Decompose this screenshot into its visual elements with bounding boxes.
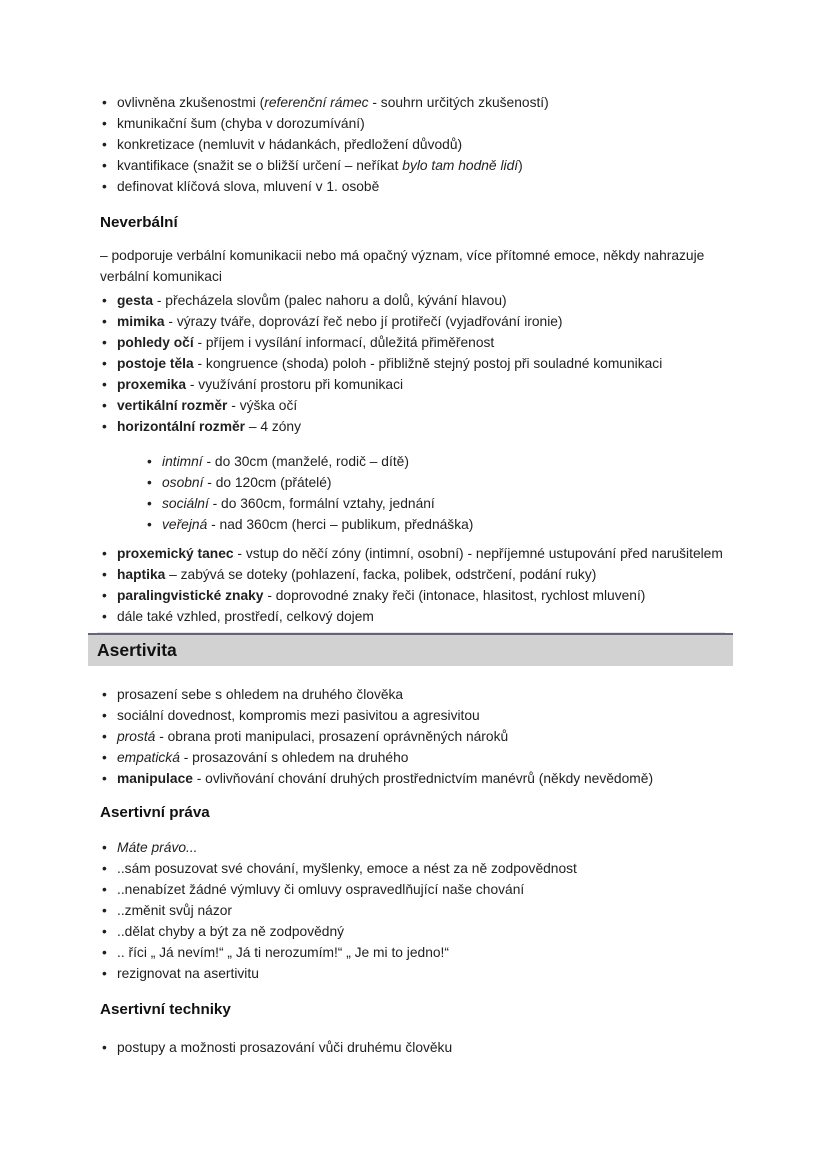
bullet-list-proxemic-zones [145,451,745,535]
list-item [145,472,745,493]
list-item [100,705,745,726]
bullet-list-communication-tips [100,92,745,197]
list-item [100,837,745,858]
text-segment: bylo tam hodně lidí [402,158,519,173]
list-item [100,747,745,768]
text-segment: vertikální rozměr [117,398,228,413]
list-item [100,726,745,747]
text-segment: - výška očí [227,398,298,413]
text-segment: proxemika [117,377,187,392]
list-item [100,395,745,416]
text-segment: - do 360cm, formální vztahy, jednání [208,496,435,511]
text-segment: rezignovat na asertivitu [117,966,259,981]
text-segment: referenční rámec [264,95,369,110]
text-segment: dále také vzhled, prostředí, celkový dojem [117,609,374,624]
list-item [100,311,745,332]
text-segment: - do 30cm (manželé, rodič – dítě) [202,454,409,469]
text-segment: prosazení sebe s ohledem na druhého člověka [117,687,404,702]
text-segment: mimika [117,314,165,329]
text-segment: empatická [117,750,180,765]
list-item [100,585,745,606]
text-segment: sociální [162,496,209,511]
text-segment: - přecházela slovům (palec nahoru a dolů, kývání hlavou) [153,293,507,308]
bullet-list-asertivni-techniky [100,1037,745,1058]
list-item [100,332,745,353]
text-segment: postupy a možnosti prosazování vůči druhému člověku [117,1040,453,1055]
text-segment: postoje těla [117,356,194,371]
list-item [100,900,745,921]
text-segment: - souhrn určitých zkušeností) [368,95,549,110]
text-segment: ..změnit svůj názor [117,903,233,918]
list-item [100,113,745,134]
list-item [100,134,745,155]
list-item [100,942,745,963]
text-segment: osobní [162,475,204,490]
text-segment: definovat klíčová slova, mluvení v 1. osobě [117,179,380,194]
text-segment: - nad 360cm (herci – publikum, přednáška) [207,517,474,532]
list-item [100,564,745,585]
list-item [100,155,745,176]
document-content [97,92,745,1058]
text-segment: – podporuje verbální komunikacii nebo má opačný význam, více přítomné emoce, někdy nahrazuje verbální komunikaci [100,248,705,284]
text-segment: haptika [117,567,166,582]
list-item [145,493,745,514]
text-segment: – zabývá se doteky (pohlazení, facka, polibek, odstrčení, podání ruky) [165,567,597,582]
bullet-list-nonverbal-signals [100,290,745,437]
list-item [100,543,745,564]
text-segment: prostá [117,729,156,744]
text-segment: sociální dovednost, kompromis mezi pasivitou a agresivitou [117,708,480,723]
text-segment: ..dělat chyby a být za ně zodpovědný [117,924,345,939]
text-segment: - doprovodné znaky řeči (intonace, hlasitost, rychlost mluvení) [263,588,646,603]
list-item [100,858,745,879]
list-item [100,963,745,984]
text-segment: - ovlivňování chování druhých prostřednictvím manévrů (někdy nevědomě) [192,771,654,786]
list-item [145,451,745,472]
list-item [100,768,745,789]
text-segment: manipulace [117,771,193,786]
bullet-list-asertivita [100,684,745,789]
list-item [145,514,745,535]
list-item [100,1037,745,1058]
text-segment: ovlivněna zkušenostmi ( [117,95,265,110]
text-segment: horizontální rozměr [117,419,246,434]
text-segment: konkretizace (nemluvit v hádankách, předložení důvodů) [117,137,463,152]
text-segment: - kongruence (shoda) poloh - přibližně stejný postoj při souladné komunikaci [193,356,663,371]
text-segment: ) [518,158,523,173]
list-item [100,92,745,113]
text-segment: gesta [117,293,154,308]
heading-asertivni-prava: Asertivní práva [100,804,210,821]
text-segment: - příjem i vysílání informací, důležitá přiměřenost [193,335,495,350]
text-segment: ..nenabízet žádné výmluvy či omluvy ospravedlňující naše chování [117,882,525,897]
text-segment: Máte právo... [117,840,198,855]
text-segment: - obrana proti manipulaci, prosazení oprávněných nároků [155,729,509,744]
text-segment: - vstup do něčí zóny (intimní, osobní) - nepříjemné ustupování před narušitelem [233,546,723,561]
list-item [100,606,745,627]
text-segment: intimní [162,454,203,469]
text-segment: - prosazování s ohledem na druhého [179,750,409,765]
bullet-list-nonverbal-extra [100,543,745,627]
list-item [100,684,745,705]
heading-asertivni-techniky: Asertivní techniky [100,1001,231,1018]
list-item [100,879,745,900]
text-segment: ..sám posuzovat své chování, myšlenky, emoce a nést za ně zodpovědnost [117,861,577,876]
text-segment: kvantifikace (snažit se o bližší určení – neříkat [117,158,403,173]
text-segment: veřejná [162,517,208,532]
list-item [100,176,745,197]
section-heading-asertivita [88,633,733,666]
text-segment: proxemický tanec [117,546,234,561]
list-item [100,921,745,942]
list-item [100,353,745,374]
text-segment: - do 120cm (přátelé) [203,475,332,490]
text-segment: - výrazy tváře, doprovází řeč nebo jí protiřečí (vyjadřování ironie) [164,314,563,329]
text-segment: - využívání prostoru při komunikaci [186,377,404,392]
section-heading-asertivita-label: Asertivita [97,640,177,660]
list-item [100,416,745,437]
list-item [100,374,745,395]
text-segment: .. říci „ Já nevím!“ „ Já ti nerozumím!“ „ Je mi to jedno!“ [117,945,449,960]
text-segment: paralingvistické znaky [117,588,264,603]
text-segment: – 4 zóny [245,419,302,434]
text-segment: pohledy očí [117,335,194,350]
bullet-list-asertivni-prava [100,837,745,984]
heading-neverbalni: Neverbální [100,214,178,231]
list-item [100,290,745,311]
text-segment: kmunikační šum (chyba v dorozumívání) [117,116,365,131]
paragraph-neverbalni-intro [100,245,745,287]
